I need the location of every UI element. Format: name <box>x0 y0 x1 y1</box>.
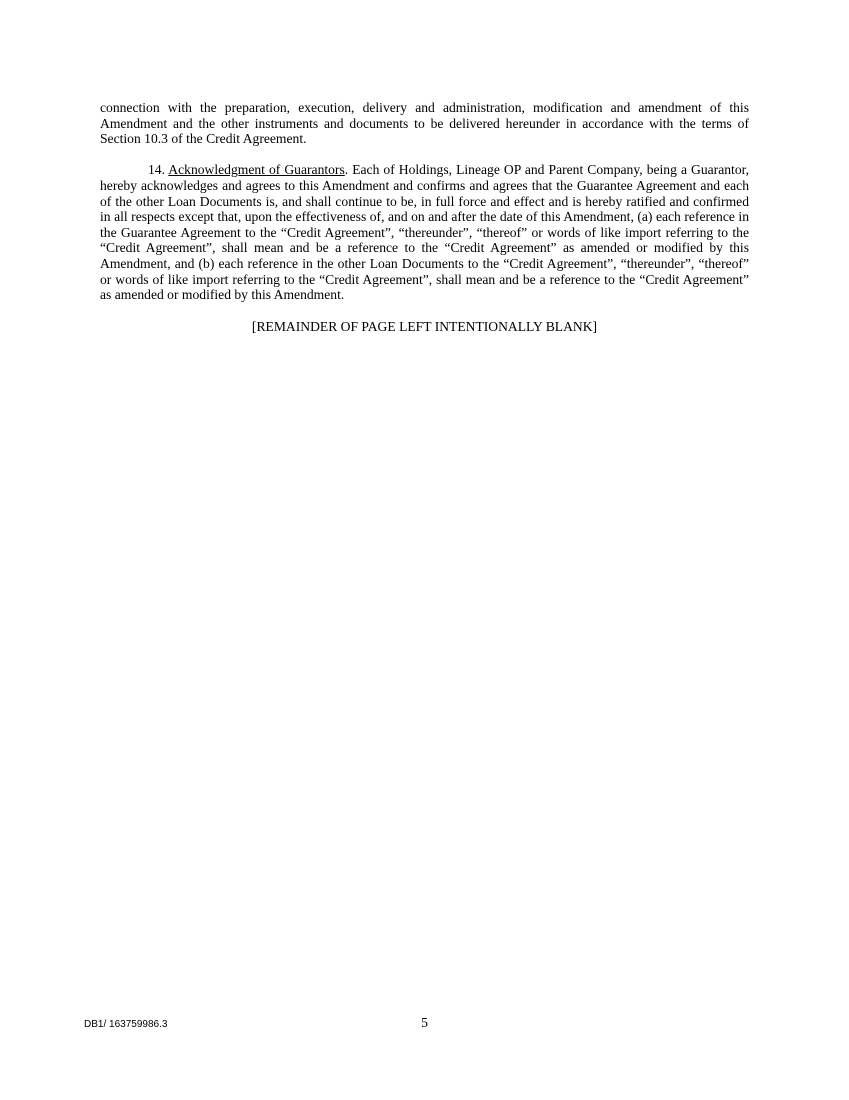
section-14-heading: Acknowledgment of Guarantors <box>168 162 345 178</box>
page-number: 5 <box>421 1015 428 1030</box>
paragraph-continuation: connection with the preparation, execution, delivery and administration, modification and amendment of this Amendment and the other instruments and documents to be delivered hereunder in accordance with the terms of Section 10.3 of the Credit Agreement. <box>100 100 749 147</box>
remainder-blank-notice: [REMAINDER OF PAGE LEFT INTENTIONALLY BLANK] <box>251 318 598 334</box>
document-body <box>100 100 749 334</box>
section-14-number: 14. <box>148 162 165 178</box>
section-14-body: . Each of Holdings, Lineage OP and Parent Company, being a Guarantor, hereby acknowledges and agrees to this Amendment and confirms and agrees that the Guarantee Agreement and each of the other Loan Documents is, and shall continue to be, in full force and effect and is hereby ratified and confirmed in all respects except that, upon the effectiveness of, and on and after the date of this Amendment, (a) each reference in the Guarantee Agreement to the “Credit Agreement”, “thereunder”, “thereof” or words of like import referring to the “Credit Agreement”, shall mean and be a reference to the “Credit Agreement” as amended or modified by this Amendment, and (b) each reference in the other Loan Documents to the “Credit Agreement”, “thereunder”, “thereof” or words of like import referring to the “Credit Agreement”, shall mean and be a reference to the “Credit Agreement” as amended or modified by this Amendment. <box>100 162 749 303</box>
footer-document-id: DB1/ 163759986.3 <box>84 1019 168 1030</box>
section-14-paragraph <box>100 162 749 302</box>
